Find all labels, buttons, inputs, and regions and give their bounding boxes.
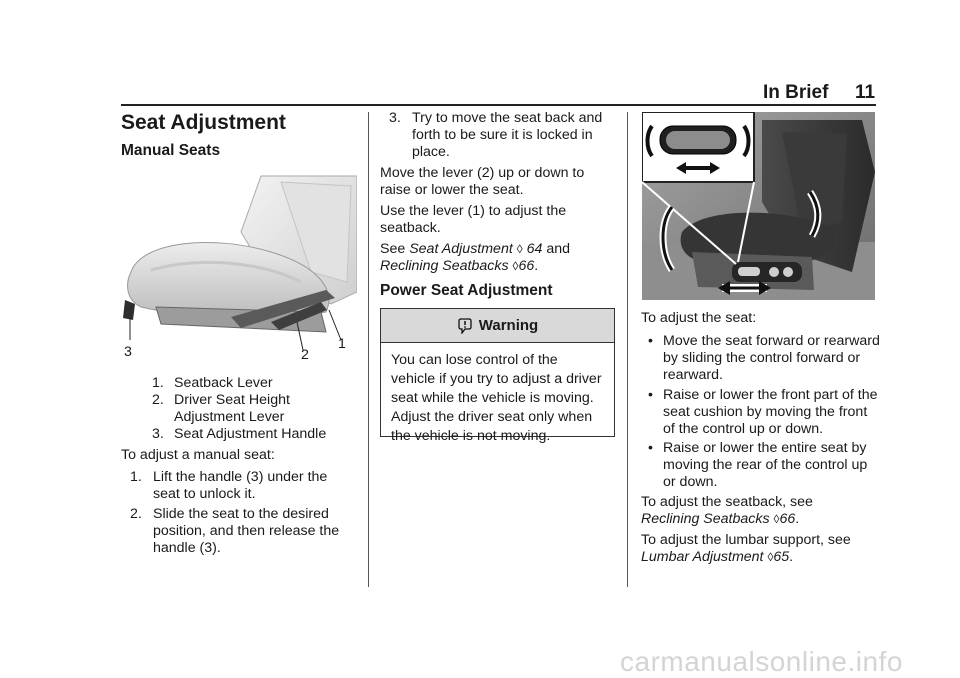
header-rule xyxy=(121,104,876,106)
lever-2-paragraph: Move the lever (2) up or down to raise or lower the seat. xyxy=(380,165,585,198)
warning-box xyxy=(380,308,615,444)
page-number: 11 xyxy=(855,82,876,103)
reclining-seatbacks-link[interactable]: Reclining Seatbacks xyxy=(641,511,770,527)
section-title: In Brief xyxy=(763,82,829,103)
period: . xyxy=(789,549,794,565)
xref-symbol: ◊ xyxy=(773,512,780,526)
step-text: Try to move the seat back and forth to be sure it is locked in place. xyxy=(412,110,603,160)
reclining-seatbacks-page[interactable]: 66 xyxy=(518,258,535,274)
warning-header xyxy=(381,309,614,343)
see-references xyxy=(380,241,610,275)
step-number: 3. xyxy=(389,110,401,126)
seatback-reference xyxy=(641,494,876,528)
lever-1-paragraph: Use the lever (1) to adjust the seatback. xyxy=(380,203,567,236)
bullet-text: Raise or lower the front part of the seat cushion by moving the front of the control up or down. xyxy=(663,387,878,437)
lumbar-line: To adjust the lumbar support, see xyxy=(641,532,851,548)
step-number: 2. xyxy=(130,506,142,522)
manual-seat-illustration xyxy=(121,172,357,362)
legend-item-1 xyxy=(152,375,352,392)
lumbar-adjustment-link[interactable]: Lumbar Adjustment xyxy=(641,549,764,565)
callout-2: 2 xyxy=(301,347,309,363)
lumbar-adjustment-page[interactable]: 65 xyxy=(773,549,790,565)
bullet-icon: • xyxy=(648,440,653,456)
warning-title: Warning xyxy=(478,317,539,334)
bullet-text: Move the seat forward or rearward by sliding the control forward or rearward. xyxy=(663,333,880,383)
step-number: 1. xyxy=(130,469,142,485)
callout-3: 3 xyxy=(124,344,132,360)
manual-seat-intro: To adjust a manual seat: xyxy=(121,447,275,463)
column-divider-1 xyxy=(368,112,369,587)
xref-symbol: ◊ xyxy=(516,242,523,256)
step-1 xyxy=(130,469,345,503)
seat-adjustment-link[interactable]: Seat Adjustment xyxy=(409,241,513,257)
bullet-text: Raise or lower the entire seat by moving the rear of the control up or down. xyxy=(663,440,868,490)
and-text: and xyxy=(546,241,571,257)
warning-body: You can lose control of the vehicle if you try to adjust a driver seat while the vehicle is moving. Adjust the driver seat only when the vehicle is not moving. xyxy=(391,352,602,444)
legend-text: Seat Adjustment Handle xyxy=(174,426,327,442)
reclining-seatbacks-link[interactable]: Reclining Seatbacks xyxy=(380,258,509,274)
legend-text: Driver Seat Height Adjustment Lever xyxy=(174,392,290,425)
step-2 xyxy=(130,506,350,557)
bullet-icon: • xyxy=(648,333,653,349)
bullet-item xyxy=(648,440,880,491)
bullet-icon: • xyxy=(648,387,653,403)
power-seat-heading: Power Seat Adjustment xyxy=(380,282,553,299)
see-prefix: See xyxy=(380,241,406,257)
manual-seats-heading: Manual Seats xyxy=(121,142,221,159)
bullet-item xyxy=(648,333,880,384)
adjust-seat-intro: To adjust the seat: xyxy=(641,310,757,326)
seat-adjustment-heading: Seat Adjustment xyxy=(121,111,286,134)
legend-item-2 xyxy=(152,392,322,426)
column-divider-2 xyxy=(627,112,628,587)
seatback-line: To adjust the seatback, see xyxy=(641,494,813,510)
xref-symbol: ◊ xyxy=(767,550,774,564)
step-3 xyxy=(389,110,614,161)
step-text: Lift the handle (3) under the seat to unlock it. xyxy=(153,469,328,502)
warning-icon xyxy=(457,318,473,334)
power-seat-photo xyxy=(642,112,875,300)
legend-number: 2. xyxy=(152,392,164,408)
seat-adjustment-page[interactable]: 64 xyxy=(526,241,543,257)
legend-number: 1. xyxy=(152,375,164,391)
reclining-seatbacks-page[interactable]: 66 xyxy=(779,511,796,527)
lumbar-reference xyxy=(641,532,876,566)
legend-text: Seatback Lever xyxy=(174,375,273,391)
period: . xyxy=(534,258,539,274)
step-text: Slide the seat to the desired position, and then release the handle (3). xyxy=(153,506,340,556)
xref-symbol: ◊ xyxy=(512,259,519,273)
bullet-item xyxy=(648,387,880,438)
period: . xyxy=(795,511,800,527)
callout-1: 1 xyxy=(338,336,346,352)
legend-item-3 xyxy=(152,426,362,443)
legend-number: 3. xyxy=(152,426,164,442)
watermark: carmanualsonline.info xyxy=(620,646,903,677)
